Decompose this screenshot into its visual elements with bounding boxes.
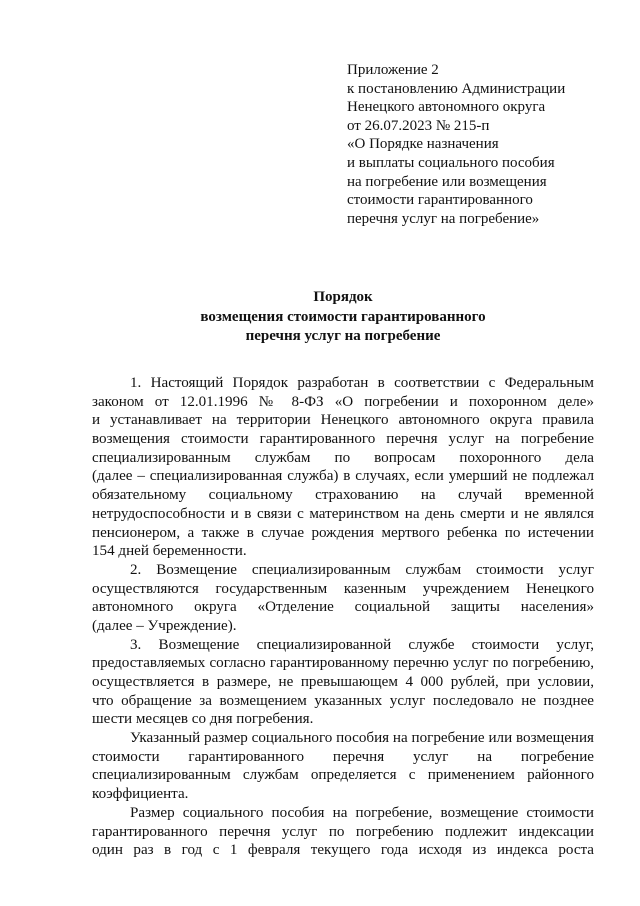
appendix-line: Приложение 2 xyxy=(347,62,439,78)
title-line: перечня услуг на погребение xyxy=(245,328,441,344)
paragraph-4-line: Указанный размер социального пособия на погребение или возмещения xyxy=(130,730,594,747)
appendix-line: Ненецкого автономного округа xyxy=(347,99,546,116)
paragraph-4-line: стоимости гарантированного перечня услуг на погребение xyxy=(92,748,594,765)
paragraph-1-line: возмещения стоимости гарантированного перечня услуг на погребение xyxy=(92,431,594,448)
appendix-line: к постановлению Администрации xyxy=(347,80,566,97)
document-body xyxy=(92,374,594,860)
paragraph-1-line: законом от 12.01.1996 № 8-ФЗ «О погребении и похоронном деле» xyxy=(92,393,594,410)
paragraph-3-line: предоставляемых согласно гарантированному перечню услуг по погребению, xyxy=(92,655,594,672)
paragraph-1-line: специализированным службам по вопросам похоронного дела xyxy=(92,449,594,466)
title-line: возмещения стоимости гарантированного xyxy=(200,308,486,325)
appendix-header xyxy=(347,61,617,228)
paragraph-2-line: 2. Возмещение специализированным службам стоимости услуг xyxy=(130,561,594,578)
paragraph-2-line: автономного округа «Отделение социальной защиты населения» xyxy=(92,599,594,616)
paragraph-3-line: осуществляется в размере, не превышающем 4 000 рублей, при условии, xyxy=(92,674,594,690)
paragraph-5-line: Размер социального пособия на погребение, возмещение стоимости xyxy=(130,804,594,821)
appendix-line: и выплаты социального пособия xyxy=(347,154,555,171)
title-line: Порядок xyxy=(313,289,373,305)
paragraph-4-line: специализированным службам определяется с применением районного xyxy=(92,767,594,784)
paragraph-3-line: 3. Возмещение специализированной службе стоимости услуг, xyxy=(130,636,594,653)
paragraph-2-line: (далее – Учреждение). xyxy=(92,617,237,634)
paragraph-1-line: 1. Настоящий Порядок разработан в соответствии с Федеральным xyxy=(130,375,594,391)
paragraph-5-line: гарантированного перечня услуг по погребению подлежит индексации xyxy=(92,823,594,840)
appendix-line: «О Порядке назначения xyxy=(347,136,499,153)
paragraph-1-line: нетрудоспособности и в связи с материнством на день смерти и не являлся xyxy=(92,505,594,522)
paragraph-1-line: и устанавливает на территории Ненецкого автономного округа правила xyxy=(92,412,594,429)
paragraph-2-line: осуществляются государственным казенным учреждением Ненецкого xyxy=(92,580,594,597)
appendix-line: на погребение или возмещения xyxy=(347,173,547,190)
paragraph-5-line: один раз в год с 1 февраля текущего года исходя из индекса роста xyxy=(92,842,594,859)
appendix-line: от 26.07.2023 № 215-п xyxy=(347,117,490,134)
paragraph-3-line: что обращение за возмещением указанных услуг последовало не позднее xyxy=(92,692,594,709)
appendix-line: перечня услуг на погребение» xyxy=(347,210,540,227)
paragraph-1-line: 154 дней беременности. xyxy=(92,543,247,560)
paragraph-4-line: коэффициента. xyxy=(92,786,189,803)
paragraph-1-line: обязательному социальному страхованию на случай временной xyxy=(92,487,594,504)
appendix-line: стоимости гарантированного xyxy=(347,192,533,209)
paragraph-1-line: пенсионером, а также в случае рождения мертвого ребенка по истечении xyxy=(92,524,594,541)
paragraph-1-line: (далее – специализированная служба) в случаях, если умерший не подлежал xyxy=(92,468,594,485)
document-title xyxy=(92,288,594,347)
paragraph-3-line: шести месяцев со дня погребения. xyxy=(92,711,314,728)
